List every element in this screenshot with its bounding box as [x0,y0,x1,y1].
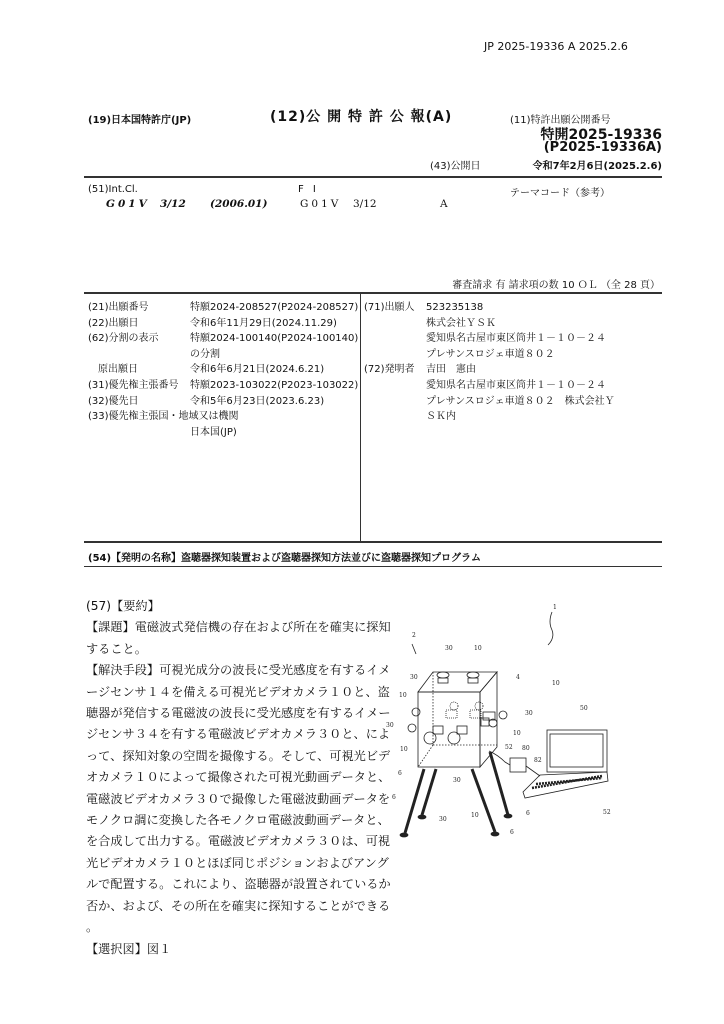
bib-value: 令和5年6月23日(2023.6.23) [190,395,325,407]
bib-value: プレサンスロジェ車道８０２ [426,348,555,360]
bib-row [364,347,555,363]
abstract-line: って、探知対象の空間を撮像する。そして、可視光ビデ [86,748,391,763]
bibliographic-left [88,300,359,440]
abstract-line: 聴器が発信する電磁波の波長に受光感度を有するイメー [86,706,391,721]
figure-reference-label: 2 [412,632,416,639]
cube-top [418,672,497,692]
figure-reference-label: 80 [522,745,530,752]
figure-reference-label: 30 [439,816,447,823]
bib-label: (32)優先日 [88,395,139,407]
bib-row [364,409,456,425]
camera-icon [437,672,449,678]
figure-reference-label: 10 [552,680,560,687]
bib-value: 愛知県名古屋市東区筒井１－１０－２４ [426,379,606,391]
figure-reference-label: 6 [392,794,396,801]
abstract [86,596,391,960]
bib-value: の分割 [190,348,220,360]
abstract-line: 光ビデオカメラ１０とほぼ同じポジションおよびアング [86,855,389,870]
bib-row [364,331,606,347]
bib-row [364,394,615,410]
column-divider [360,293,361,541]
publication-kind: (12)公 開 特 許 公 報(A) [270,109,453,125]
bib-value: 特願2024-100140(P2024-100140) [190,333,359,345]
figure-reference-label: 30 [410,674,418,681]
figure-reference-label: 4 [516,674,520,681]
bib-row [364,378,606,394]
cube-front [418,692,480,767]
figure-reference-label: 82 [534,757,542,764]
intcl-code: G01V [106,198,150,210]
bib-label: (33)優先権主張国・地域又は機関 [88,411,239,423]
abstract-line: 。 [86,920,99,935]
laptop-icon [547,730,607,772]
pub-number-alt: (P2025-19336A) [543,140,662,155]
intcl-group: 3/12 [160,198,186,210]
bib-value: 523235138 [426,302,484,313]
bib-row [88,300,359,316]
bib-value: 特願2023-103022(P2023-103022) [190,379,359,391]
publication-ref: JP 2025-19336 A 2025.2.6 [484,40,628,53]
bib-row [88,347,239,363]
bib-value: 令和6年11月29日(2024.11.29) [190,317,337,329]
bib-label: (22)出願日 [88,317,139,329]
bib-row [364,362,476,378]
abstract-line: 【解決手段】可視光成分の波長に受光感度を有するイメ [86,663,391,678]
fi-code: G01V [300,198,342,210]
bib-row [88,425,239,441]
figure-reference-label: 10 [471,812,479,819]
interface-box [510,758,526,772]
intcl-version: (2006.01) [210,198,268,210]
abstract-line: ジセンサ３４を有する電磁波ビデオカメラ３０と、によ [86,727,391,742]
camera-icon [499,711,507,719]
intcl-label: (51)Int.Cl. [88,184,138,195]
figure-reference-label: 30 [453,777,461,784]
bib-row [364,316,496,332]
bib-value: 令和6年6月21日(2024.6.21) [190,364,325,376]
abstract-line: 【課題】電磁波式発信機の存在および所在を確実に探知 [86,620,391,635]
pub-date-label: (43)公開日 [430,161,481,172]
bib-value: 特願2024-208527(P2024-208527) [190,302,359,313]
bib-value: 愛知県名古屋市東区筒井１－１０－２４ [426,333,606,345]
abstract-line: オカメラ１０によって撮像された可視光動画データと、 [86,770,391,785]
divider [84,176,662,178]
pub-number-label: (11)特許出願公開番号 [510,115,611,126]
bib-row [88,378,359,394]
abstract-line: 電磁波ビデオカメラ３０で撮像した電磁波動画データを [86,791,391,806]
figure-reference-label: 10 [400,746,408,753]
fi-label: F I [298,184,319,195]
bib-value: ＳＫ内 [426,411,456,423]
bib-row [88,331,359,347]
bib-label: (31)優先権主張番号 [88,379,179,391]
bib-label: (21)出願番号 [88,302,149,313]
figure-reference-label: 30 [445,645,453,652]
bib-label: (71)出願人 [364,302,415,313]
bib-value: 日本国(JP) [190,426,237,438]
figure-reference-label: 30 [525,710,533,717]
fi-group: 3/12 [353,198,377,210]
fi-suffix: A [440,198,448,210]
figure-reference-label: 52 [603,809,611,816]
pub-date: 令和7年2月6日(2025.2.6) [532,161,662,172]
figure-reference-label: 6 [398,770,402,777]
leader-line [548,612,553,645]
camera-icon [467,672,479,678]
abstract-line: (57)【要約】 [86,599,160,613]
camera-icon [433,726,443,734]
figure-1 [380,540,680,840]
abstract-line: 【選択図】図１ [86,941,172,956]
figure-reference-label: 10 [474,645,482,652]
divider [84,292,662,294]
figure-reference-label: 50 [580,705,588,712]
figure-reference-label: 1 [553,604,557,611]
exam-line: 審査請求 有 請求項の数 10 ＯＬ （全 28 頁） [452,280,660,291]
bib-row [88,394,325,410]
bib-value: 吉田 憲由 [426,364,476,376]
office-label: (19)日本国特許庁(JP) [88,115,192,126]
abstract-line: モノクロ調に変換した各モノクロ電磁波動画データと、 [86,813,390,828]
figure-reference-label: 6 [510,829,514,836]
figure-reference-label: 52 [505,744,513,751]
bib-row [88,362,325,378]
abstract-line: を合成して出力する。電磁波ビデオカメラ３０は、可視 [86,834,391,849]
figure-reference-label: 10 [399,692,407,699]
bib-row [88,409,239,425]
bib-label: (62)分割の表示 [88,333,159,345]
bib-row [364,300,484,316]
abstract-line: ルで配置する。これにより、盗聴器が設置されているか [86,877,391,892]
camera-icon [457,726,467,734]
abstract-line: 否か、および、その所在を確実に探知することができる [86,898,391,913]
figure-reference-label: 30 [386,722,394,729]
bib-value: 株式会社ＹＳＫ [426,317,496,329]
figure-reference-label: 6 [526,810,530,817]
pub-number: 特開2025-19336 [540,127,662,143]
bib-label: 原出願日 [88,364,138,376]
abstract-line: すること。 [86,641,147,656]
theme-code-label: テーマコード（参考） [510,188,610,199]
bib-label: (72)発明者 [364,364,415,376]
invention-title: (54)【発明の名称】盗聴器探知装置および盗聴器探知方法並びに盗聴器探知プログラム [88,553,481,564]
bib-row [88,316,337,332]
figure-reference-label: 10 [513,730,521,737]
bib-value: プレサンスロジェ車道８０２ 株式会社Ｙ [426,395,615,407]
abstract-line: ージセンサ１４を備える可視光ビデオカメラ１０と、盗 [86,684,390,699]
bibliographic-right [364,300,615,425]
